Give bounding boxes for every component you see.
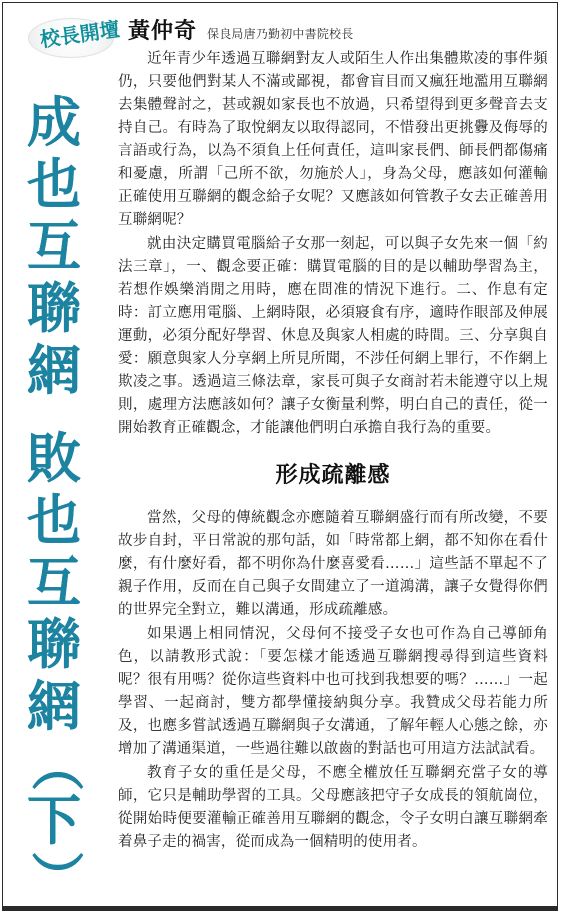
- vertical-title-part-3: [27, 740, 81, 902]
- column-badge: [10, 10, 126, 68]
- title-char: 網: [27, 341, 81, 401]
- vertical-title-part-2: [27, 428, 81, 738]
- author-title: 保良局唐乃勤初中書院校長: [207, 27, 354, 41]
- title-char: 也: [27, 155, 81, 215]
- article-paragraph: 當然，父母的傳統觀念亦應隨着互聯網盛行而有所改變，不要故步自封，平日常說的那句話，如「時常都上網，都不知你在看什麼，有什麼好看，都不明你為什麼喜愛看……」這些話不單起不了親子作用，反而在自己與子女間建立了一道鴻溝，讓子女覺得你們的世界完全對立，難以溝通，形成疏離感。: [118, 510, 548, 618]
- article-paragraph: 如果遇上相同情況，父母何不接受子女也可作為自己導師角色，以請教形式說：「要怎樣才能透過互聯網搜尋得到這些資料呢？很有用嗎？從你這些資料中也可找到我想要的嗎？……」一起學習、一起商討，雙方都學懂接納與分享。我贊成父母若能力所及，也應多嘗試透過互聯網與子女溝通，了解年輕人心態之餘，亦增加了溝通渠道，一些過往難以啟齒的對話也可用這方法試試看。: [118, 626, 548, 757]
- article-paragraph: 教育子女的重任是父母，不應全權放任互聯網充當子女的導師，它只是輔助學習的工具。父母應該把守子女成長的領航崗位，從開始時便要灌輸正確善用互聯網的觀念，令子女明白讓互聯網牽着鼻子走的禍害，從而成為一個精明的使用者。: [118, 765, 548, 850]
- title-char: 下: [27, 791, 81, 851]
- title-char: 互: [27, 217, 81, 277]
- title-char: 敗: [27, 429, 81, 489]
- vertical-title-part-1: [27, 92, 81, 402]
- title-char: 互: [27, 553, 81, 613]
- title-paren-open: （: [25, 738, 83, 792]
- title-char: 網: [27, 677, 81, 737]
- vertical-title: [12, 92, 96, 902]
- title-char: 成: [27, 93, 81, 153]
- badge-label: 校長開壇: [38, 16, 122, 52]
- title-char: 聯: [27, 279, 81, 339]
- article-header: [128, 14, 353, 44]
- author-name: 黃仲奇: [128, 18, 198, 44]
- title-paren-close: ）: [25, 850, 83, 904]
- article-paragraph: 就由決定購買電腦給子女那一刻起，可以與子女先來一個「約法三章」，一、觀念要正確：購買電腦的目的是以輔助學習為主，若想作娛樂消閒之用時，應在問准的情況下進行。二、作息有定時：訂立應用電腦、上網時限，必須寢食有序，適時作眼部及伸展運動，必須分配好學習、休息及與家人相處的時間。三、分享與自愛：願意與家人分享網上所見所聞，不涉任何網上罪行，不作網上欺凌之事。透過這三條法章，家長可與子女商討若未能遵守以上規則，處理方法應該如何？讓子女衡量利弊，明白自己的責任，從一開始教育正確觀念，才能讓他們明白承擔自我行為的重要。: [118, 236, 548, 436]
- title-char: 也: [27, 491, 81, 551]
- section-heading: 形成疏離感: [275, 462, 391, 488]
- article-body: [118, 48, 548, 900]
- bottom-gap: [0, 911, 561, 923]
- article-paragraph: 近年青少年透過互聯網對友人或陌生人作出集體欺凌的事件頻仍，只要他們對某人不滿或鄙視，都會盲目而又瘋狂地濫用互聯網去集體聲討之，甚或親如家長也不放過，只希望得到更多聲音去支持自己。有時為了取悅網友以取得認同，不惜發出更挑釁及侮辱的言語或行為，以為不須負上任何責任，這叫家長們、師長們都傷痛和憂慮，所謂「己所不欲，勿施於人」，身為父母，應該如何灌輸正確使用互聯網的觀念給子女呢？又應該如何管教子女去正確善用互聯網呢？: [118, 51, 548, 228]
- title-char: 聯: [27, 615, 81, 675]
